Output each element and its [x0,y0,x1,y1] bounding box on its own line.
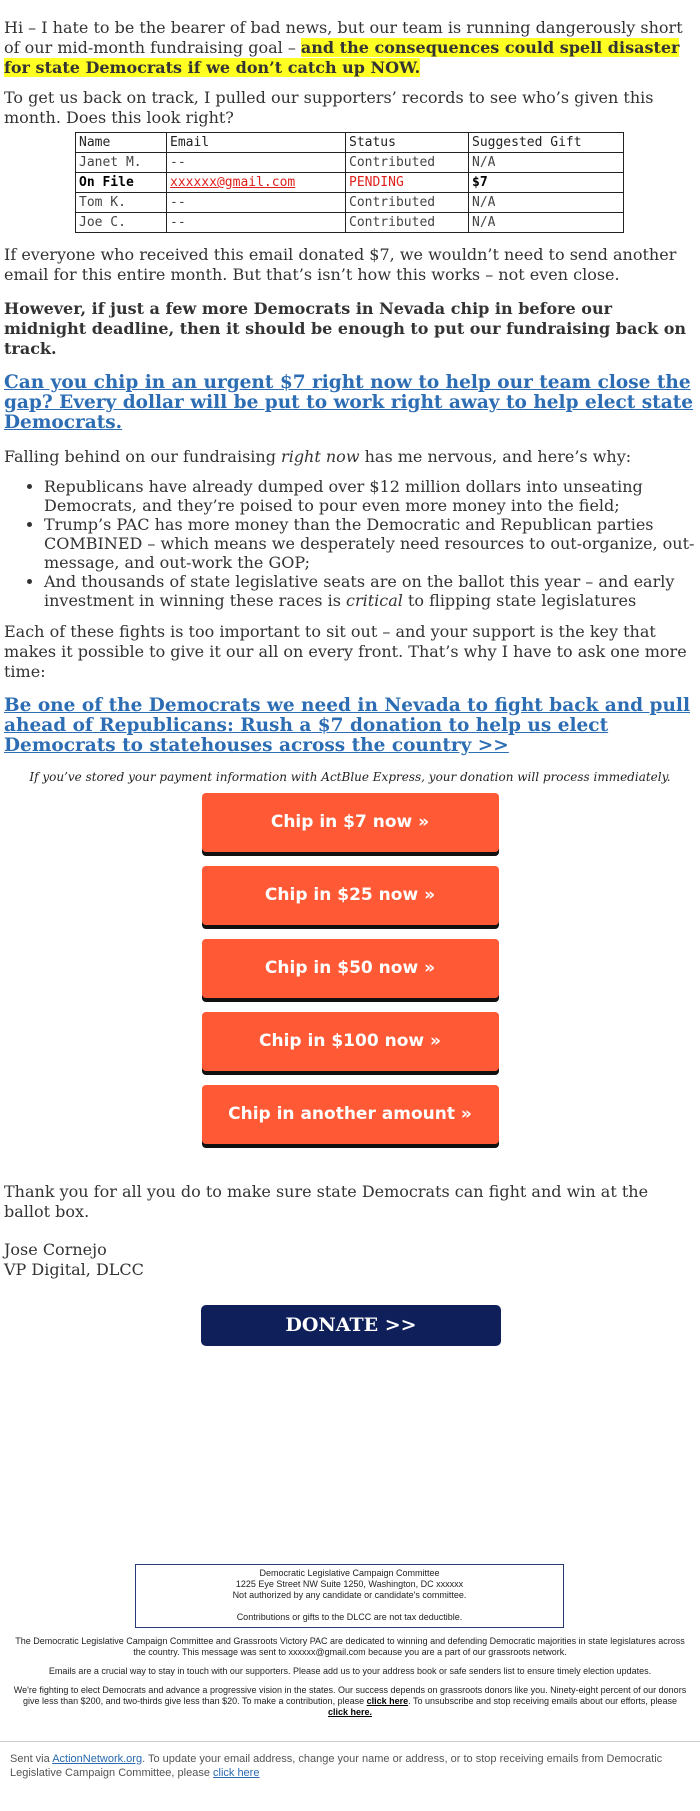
org-name: Democratic Legislative Campaign Committee [259,1568,440,1578]
update-preferences-link[interactable]: click here [213,1767,260,1779]
list-item: • Trump’s PAC has more money than the Democratic and Republican parties COMBINED – which means we desperately need resources to out-organize, out-message, and out-work the GOP; [44,515,696,572]
address-book-text: Emails are a crucial way to stay in touch with our supporters. Please add us to your address book or safe senders list to ensure timely election updates. [48,1666,652,1676]
bullet-text-pre: And thousands of state legislative seats are on the ballot this year – and early investment in winning these races is [44,572,675,610]
cell-gift: N/A [469,213,624,233]
sent-via-pre: Sent via [10,1753,53,1765]
falling-behind-pre: Falling behind on our fundraising [4,447,282,466]
fighting-text [0,1685,700,1718]
not-authorized-note: Not authorized by any candidate or candidate's committee. [232,1590,467,1600]
fighting-text-mid: . To unsubscribe and stop receiving emails about our efforts, please [408,1696,677,1706]
rush-donation-link[interactable]: Be one of the Democrats we need in Nevada to fight back and pull ahead of Republicans: Rush a $7 donation to help us elect Democrats to statehouses across the country >> [4,695,690,756]
cell-email-link[interactable]: xxxxxx@gmail.com [167,173,346,193]
chip-in-25-button[interactable]: Chip in $25 now » [202,866,499,925]
however-paragraph: However, if just a few more Democrats in Nevada chip in before our midnight deadline, then it should be enough to put our fundraising back on track. [4,299,687,358]
list-item [44,572,696,610]
records-intro: To get us back on track, I pulled our supporters’ records to see who’s given this month. Does this look right? [4,88,654,127]
paid-for-box [135,1564,564,1628]
email-footer [0,1564,700,1718]
header-status: Status [346,133,469,153]
chip-in-ask-link[interactable]: Can you chip in an urgent $7 right now to help our team close the gap? Every dollar will be put to work right away to help elect state Democrats. [4,372,694,433]
cell-status: Contributed [346,193,469,213]
cell-email: -- [167,213,346,233]
supporter-records-table [75,132,624,233]
cell-name: Tom K. [76,193,167,213]
falling-behind-emphasis: right now [281,447,360,466]
signer-name: Jose Cornejo [4,1240,107,1259]
cell-name: Joe C. [76,213,167,233]
org-address: 1225 Eye Street NW Suite 1250, Washington, DC xxxxxx [235,1579,464,1589]
cell-name: Janet M. [76,153,167,173]
falling-behind-paragraph [4,447,696,467]
bullet-emphasis: critical [346,591,403,610]
falling-behind-post: has me nervous, and here’s why: [359,447,632,466]
cell-status: Contributed [346,213,469,233]
fights-paragraph: Each of these fights is too important to sit out – and your support is the key that makes it possible to give it our all on every front. That’s why I have to ask one more time: [4,622,687,681]
cell-gift: N/A [469,153,624,173]
header-suggested-gift: Suggested Gift [469,133,624,153]
donation-buttons [4,793,696,1144]
intro-text: Hi – I hate to be the bearer of bad news, but our team is running dangerously short of our mid-month fundraising goal – [4,18,683,57]
header-name: Name [76,133,167,153]
cell-gift: N/A [469,193,624,213]
cell-gift: $7 [469,173,624,193]
bullet-text-post: to flipping state legislatures [402,591,637,610]
tax-note: Contributions or gifts to the DLCC are not tax deductible. [236,1612,463,1622]
header-email: Email [167,133,346,153]
chip-in-7-button[interactable]: Chip in $7 now » [202,793,499,852]
thanks-paragraph: Thank you for all you do to make sure state Democrats can fight and win at the ballot box. [4,1182,649,1221]
actblue-express-note: If you’ve stored your payment information with ActBlue Express, your donation will process immediately. [29,770,671,784]
donate-button[interactable]: DONATE >> [201,1305,501,1346]
sent-via-footer [0,1741,700,1780]
table-row [76,193,624,213]
signer-title: VP Digital, DLCC [4,1260,144,1279]
sent-via-text: . To update your email address, change your name or address, or to stop receiving emails from Democratic Legislative Campaign Committee, please [10,1753,663,1779]
list-item: • Republicans have already dumped over $12 million dollars into unseating Democrats, and they’re poised to pour even more money into the field; [44,477,696,515]
table-header-row [76,133,624,153]
signature [4,1240,696,1280]
cell-name: On File [76,173,167,193]
fighting-text-pre: We're fighting to elect Democrats and advance a progressive vision in the states. Our success depends on grassroots donors like you. Ninety-eight percent of our donors give less than $200, and two-thirds give less than $20. To make a contribution, please [13,1685,687,1706]
reasons-list [4,477,696,610]
everyone-paragraph: If everyone who received this email donated $7, we wouldn’t need to send another email for this entire month. But that’s isn’t how this works – not even close. [4,245,677,284]
contribute-click-here-link[interactable]: click here [366,1696,409,1706]
actionnetwork-link[interactable]: ActionNetwork.org [52,1753,143,1765]
chip-in-other-amount-button[interactable]: Chip in another amount » [202,1085,499,1144]
intro-highlight: and the consequences could spell disaster for state Democrats if we don’t catch up NOW. [4,38,680,77]
chip-in-100-button[interactable]: Chip in $100 now » [202,1012,499,1071]
table-row [76,213,624,233]
table-row [76,153,624,173]
unsubscribe-click-here-link[interactable]: click here. [327,1707,373,1717]
table-row-recipient [76,173,624,193]
cell-email: -- [167,193,346,213]
cell-email: -- [167,153,346,173]
dedication-text: The Democratic Legislative Campaign Committee and Grassroots Victory PAC are dedicated to winning and defending Democratic majorities in state legislatures across the country. This message was sent to xxxxxx@gmail.com because you are a part of our grassroots network. [15,1636,685,1657]
intro-paragraph [4,0,696,78]
cell-status: Contributed [346,153,469,173]
chip-in-50-button[interactable]: Chip in $50 now » [202,939,499,998]
cell-status-pending: PENDING [346,173,469,193]
